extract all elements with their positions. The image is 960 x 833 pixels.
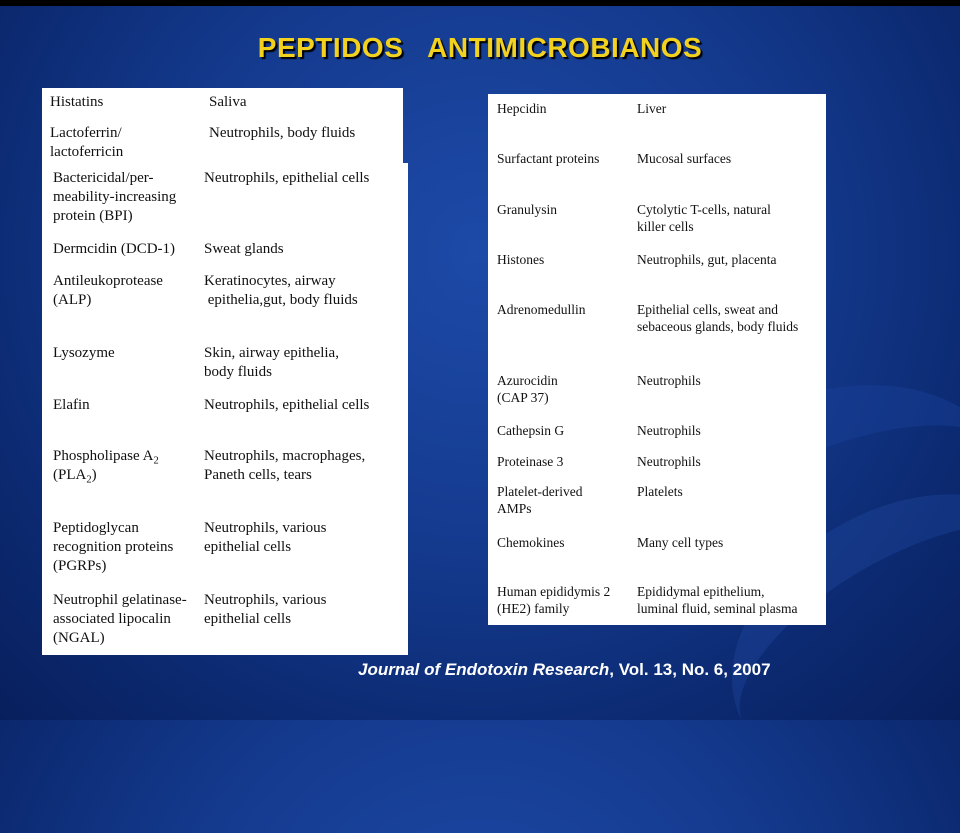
source-cell: Liver	[637, 101, 667, 116]
citation-details: , Vol. 13, No. 6, 2007	[609, 660, 771, 679]
right-table-panel	[488, 94, 826, 625]
source-cell: Skin, airway epithelia, body fluids	[204, 345, 339, 380]
source-cell: Neutrophils, epithelial cells	[204, 397, 370, 413]
source-cell: Neutrophils, macrophages, Paneth cells, tears	[204, 448, 366, 483]
peptide-cell: Lysozyme	[53, 345, 115, 361]
source-cell: Neutrophils, various epithelial cells	[204, 520, 327, 555]
subscript: 2	[86, 474, 92, 486]
peptide-cell: Cathepsin G	[497, 423, 565, 438]
source-cell: Sweat glands	[204, 241, 284, 257]
peptide-cell: Neutrophil gelatinase- associated lipocalin (NGAL)	[53, 592, 187, 646]
peptide-cell: Surfactant proteins	[497, 151, 600, 166]
source-cell: Cytolytic T-cells, natural killer cells	[637, 202, 771, 234]
source-cell: Epithelial cells, sweat and sebaceous glands, body fluids	[637, 302, 799, 334]
peptide-cell: Chemokines	[497, 535, 565, 550]
peptide-cell: Proteinase 3	[497, 454, 564, 469]
peptide-cell: Histones	[497, 252, 545, 267]
slide-title: PEPTIDOS ANTIMICROBIANOS	[257, 32, 703, 63]
peptide-cell-line: $(PLA_2)$	[53, 466, 97, 486]
source-cell: Keratinocytes, airway epithelia,gut, body fluids	[204, 273, 358, 308]
peptide-cell: Lactoferrin/ lactoferricin	[50, 125, 124, 160]
source-cell: Saliva	[209, 94, 247, 110]
peptide-cell: Dermcidin (DCD-1)	[53, 241, 176, 257]
source-cell: Neutrophils, body fluids	[209, 125, 356, 141]
peptide-cell: Granulysin	[497, 202, 557, 217]
peptide-cell: Azurocidin (CAP 37)	[497, 373, 558, 405]
peptide-cell: Elafin	[53, 397, 90, 413]
peptide-cell: Histatins	[50, 94, 104, 110]
source-cell: Neutrophils, epithelial cells	[204, 170, 370, 186]
peptide-cell: Hepcidin	[497, 101, 547, 116]
citation-journal: Journal of Endotoxin Research	[358, 660, 610, 679]
source-cell: Many cell types	[637, 535, 724, 550]
source-cell: Neutrophils	[637, 423, 701, 438]
peptide-cell: Adrenomedullin	[497, 302, 586, 317]
peptide-cell: Antileukoprotease (ALP)	[53, 273, 163, 308]
peptide-cell: Bactericidal/per- meability-increasing protein (BPI)	[53, 170, 177, 224]
left-table-panel	[42, 88, 408, 655]
peptide-cell-line: Phospholipase $A_2$	[53, 448, 159, 467]
peptide-cell: Platelet-derived AMPs	[497, 484, 583, 516]
source-cell: Neutrophils	[637, 454, 701, 469]
source-cell: Neutrophils, various epithelial cells	[204, 592, 327, 627]
peptide-cell: Human epididymis 2 (HE2) family	[497, 584, 611, 616]
subscript: 2	[153, 455, 159, 467]
source-cell: Mucosal surfaces	[637, 151, 732, 166]
source-cell: Epididymal epithelium, luminal fluid, seminal plasma	[637, 584, 798, 616]
source-cell: Platelets	[637, 484, 683, 499]
citation	[358, 660, 771, 680]
source-cell: Neutrophils	[637, 373, 701, 388]
top-black-strip	[0, 0, 960, 6]
peptide-cell-plA2	[53, 447, 159, 485]
peptide-cell: Peptidoglycan recognition proteins (PGRPs)	[53, 520, 174, 574]
source-cell: Neutrophils, gut, placenta	[637, 252, 777, 267]
